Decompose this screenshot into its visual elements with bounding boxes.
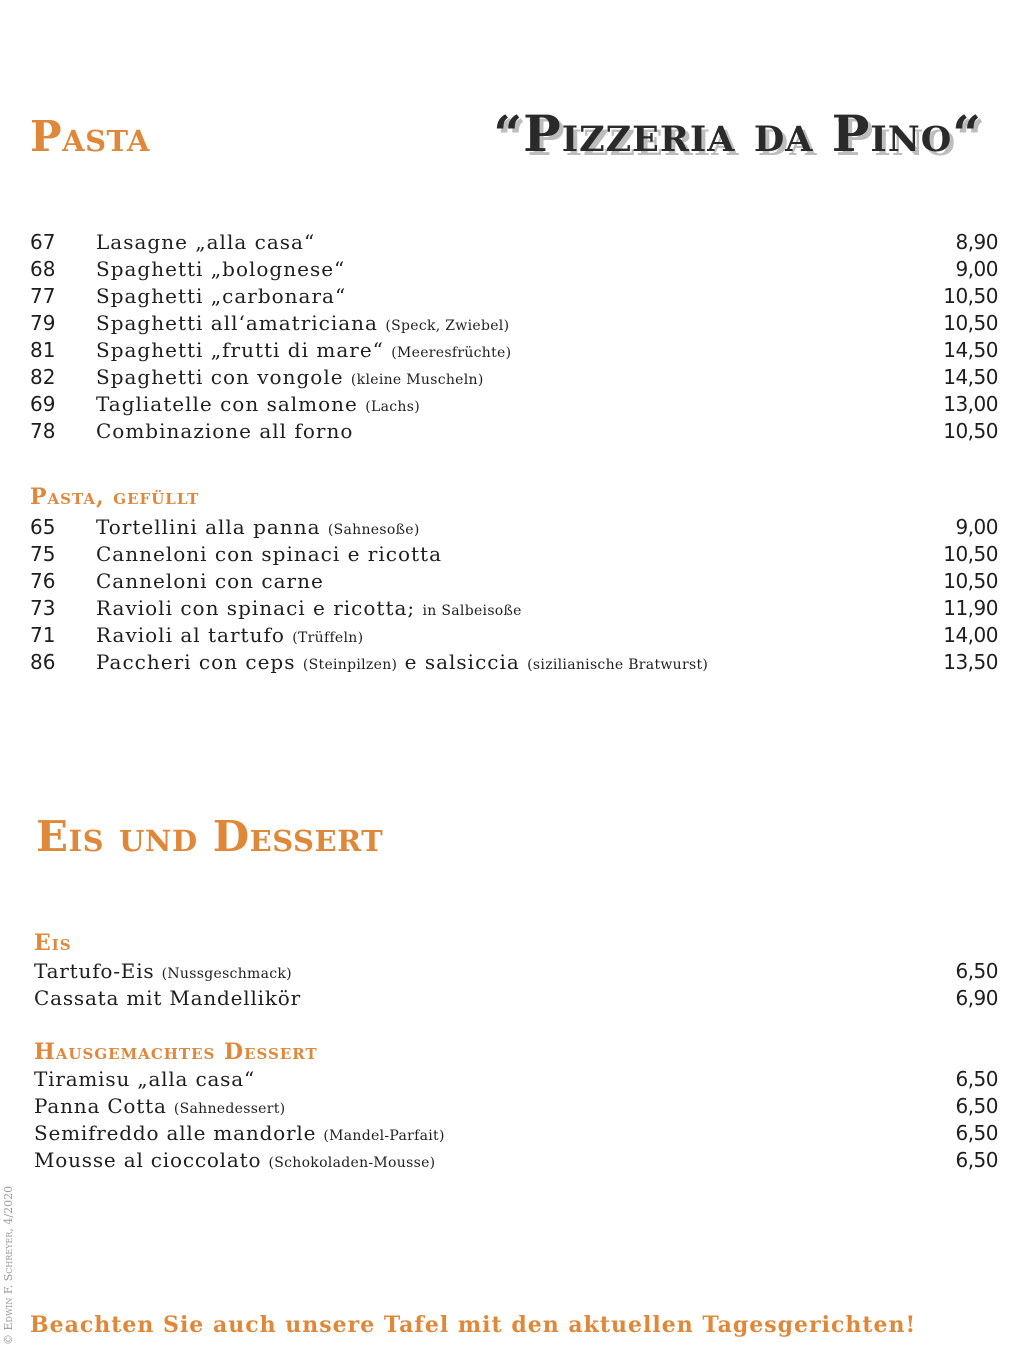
eis-list (34, 958, 998, 1012)
item-price: 10,50 (943, 311, 998, 335)
item-price: 11,90 (943, 596, 998, 620)
item-note: (Sahnesoße) (327, 522, 420, 538)
item-price: 14,00 (943, 623, 998, 647)
item-price: 10,50 (943, 569, 998, 593)
item-price: 10,50 (943, 284, 998, 308)
item-price: 6,50 (955, 1121, 998, 1145)
item-number: 71 (30, 623, 56, 647)
dessert-list (34, 1066, 998, 1174)
menu-item (34, 1147, 998, 1174)
restaurant-brand-title: “Pizzeria da Pino“ (493, 104, 982, 163)
dessert-section-heading: Eis und Dessert (36, 812, 384, 861)
pasta-filled-heading: Pasta, gefüllt (30, 484, 200, 510)
item-note: (Lachs) (365, 399, 420, 415)
item-number: 79 (30, 311, 56, 335)
item-note: (Mandel-Parfait) (323, 1128, 445, 1144)
item-price: 8,90 (955, 230, 998, 254)
item-number: 75 (30, 542, 56, 566)
item-price: 14,50 (943, 365, 998, 389)
item-note: (kleine Muscheln) (350, 372, 484, 388)
menu-item (34, 1093, 998, 1120)
item-name: Spaghetti „carbonara“ (96, 284, 347, 308)
item-price: 6,50 (955, 1148, 998, 1172)
item-name: Tiramisu „alla casa“ (34, 1067, 255, 1091)
item-note: (Trüffeln) (292, 630, 364, 646)
item-name: Tagliatelle con salmone (Lachs) (96, 392, 420, 416)
item-number: 65 (30, 515, 56, 539)
item-name: Panna Cotta (Sahnedessert) (34, 1094, 286, 1118)
item-note: (Meeresfrüchte) (391, 345, 512, 361)
pasta-filled-list (30, 514, 998, 676)
item-number: 77 (30, 284, 56, 308)
dessert-heading: Hausgemachtes Dessert (34, 1039, 318, 1065)
item-name: Ravioli con spinaci e ricotta; in Salbeisoße (96, 596, 522, 620)
item-price: 13,00 (943, 392, 998, 416)
item-name: Tortellini alla panna (Sahnesoße) (96, 515, 420, 539)
item-note: (Steinpilzen) (302, 657, 398, 673)
menu-item (30, 649, 998, 676)
item-number: 86 (30, 650, 56, 674)
item-name: Mousse al cioccolato (Schokoladen-Mousse) (34, 1148, 436, 1172)
menu-item (30, 514, 998, 541)
menu-item (30, 283, 998, 310)
item-note: (sizilianische Bratwurst) (527, 657, 709, 673)
menu-item (30, 364, 998, 391)
pasta-heading: Pasta (30, 112, 151, 161)
menu-item (34, 1120, 998, 1147)
menu-item (30, 229, 998, 256)
item-name: Spaghetti all‘amatriciana (Speck, Zwiebel) (96, 311, 510, 335)
pasta-list (30, 229, 998, 445)
item-price: 6,90 (955, 986, 998, 1010)
item-note: (Speck, Zwiebel) (385, 318, 510, 334)
item-number: 68 (30, 257, 56, 281)
menu-item (30, 541, 998, 568)
item-name: Spaghetti „frutti di mare“ (Meeresfrüchte) (96, 338, 512, 362)
item-price: 6,50 (955, 1067, 998, 1091)
menu-item (30, 418, 998, 445)
item-price: 10,50 (943, 419, 998, 443)
item-number: 69 (30, 392, 56, 416)
item-price: 9,00 (955, 257, 998, 281)
footer-notice: Beachten Sie auch unsere Tafel mit den aktuellen Tagesgerichten! (30, 1312, 917, 1338)
item-note: (Sahnedessert) (173, 1101, 286, 1117)
copyright-credit: © Edwin F. Schreyer, 4/2020 (2, 1185, 15, 1345)
menu-item (30, 256, 998, 283)
item-name: Semifreddo alle mandorle (Mandel-Parfait) (34, 1121, 445, 1145)
item-note: (Nussgeschmack) (161, 966, 292, 982)
item-number: 76 (30, 569, 56, 593)
item-name: Lasagne „alla casa“ (96, 230, 316, 254)
item-name: Paccheri con ceps (Steinpilzen) e salsiccia (sizilianische Bratwurst) (96, 650, 709, 674)
item-name: Cassata mit Mandellikör (34, 986, 301, 1010)
item-note: in Salbeisoße (422, 603, 522, 619)
item-name: Spaghetti „bolognese“ (96, 257, 346, 281)
menu-item (34, 985, 998, 1012)
item-number: 82 (30, 365, 56, 389)
menu-item (34, 958, 998, 985)
item-number: 81 (30, 338, 56, 362)
item-name: Tartufo-Eis (Nussgeschmack) (34, 959, 292, 983)
menu-item (30, 568, 998, 595)
eis-heading: Eis (34, 930, 72, 956)
menu-item (30, 595, 998, 622)
item-name: Spaghetti con vongole (kleine Muscheln) (96, 365, 484, 389)
item-price: 10,50 (943, 542, 998, 566)
item-name: Combinazione all forno (96, 419, 354, 443)
item-number: 78 (30, 419, 56, 443)
item-number: 67 (30, 230, 56, 254)
item-note: (Schokoladen-Mousse) (268, 1155, 436, 1171)
item-price: 6,50 (955, 959, 998, 983)
item-price: 6,50 (955, 1094, 998, 1118)
item-price: 13,50 (943, 650, 998, 674)
item-price: 14,50 (943, 338, 998, 362)
item-name: Canneloni con spinaci e ricotta (96, 542, 442, 566)
menu-item (30, 337, 998, 364)
menu-item (30, 391, 998, 418)
menu-item (34, 1066, 998, 1093)
menu-item (30, 310, 998, 337)
item-price: 9,00 (955, 515, 998, 539)
item-name: Ravioli al tartufo (Trüffeln) (96, 623, 364, 647)
item-name: Canneloni con carne (96, 569, 324, 593)
menu-item (30, 622, 998, 649)
item-number: 73 (30, 596, 56, 620)
